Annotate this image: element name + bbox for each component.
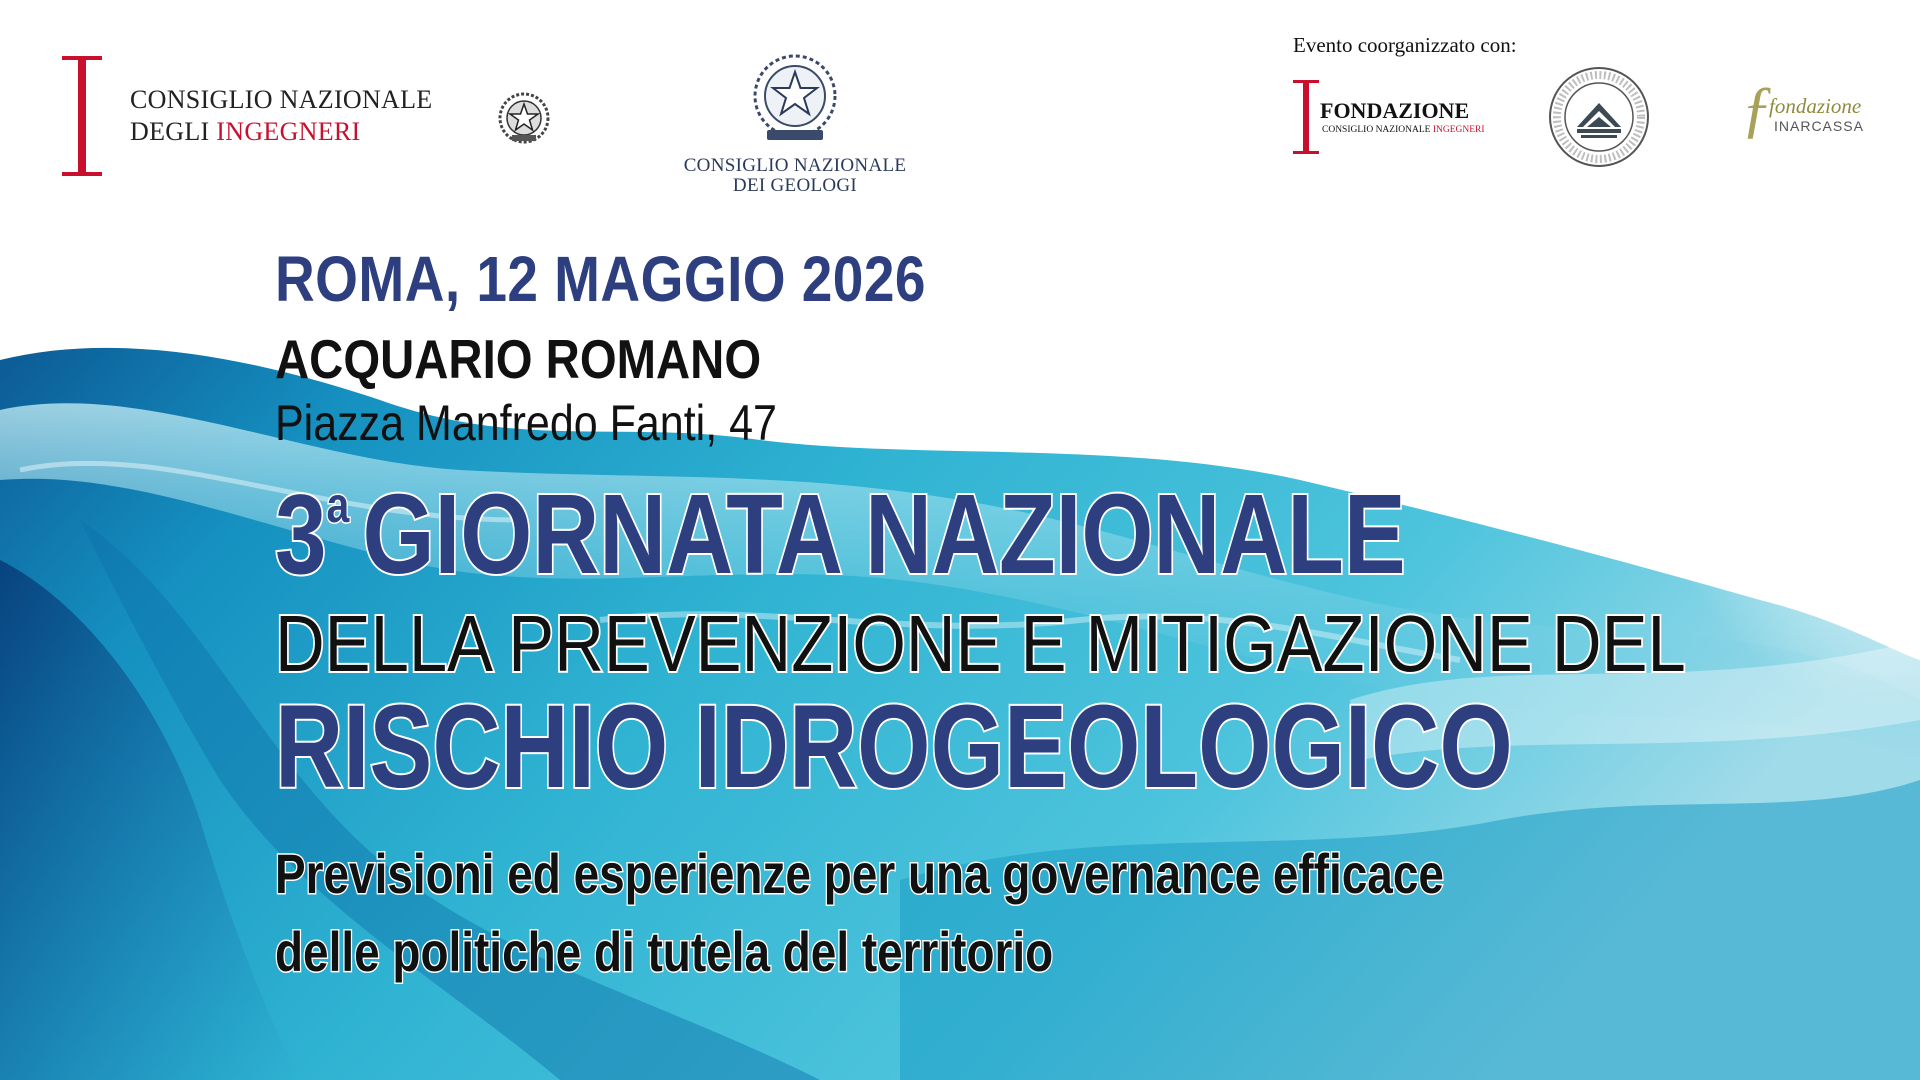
fondazione-cni-title: FONDAZIONE — [1320, 98, 1470, 123]
cng-name — [670, 156, 920, 196]
fondazione-inarcassa-logo — [1741, 73, 1891, 158]
cni-name — [130, 84, 433, 148]
fondazione-sub-red: INGEGNERI — [1432, 125, 1485, 135]
coorganized-label: Evento coorganizzato con: — [1293, 33, 1517, 57]
title-line1 — [275, 471, 1406, 597]
centro-studi-geologi-seal-icon — [1547, 65, 1651, 169]
fondazione-cni-logo — [1293, 80, 1485, 154]
fondazione-sub-prefix: CONSIGLIO NAZIONALE — [1322, 125, 1433, 135]
italian-republic-emblem-icon — [497, 91, 551, 145]
italian-republic-emblem-large-icon — [747, 50, 843, 148]
subtitle-line1: Previsioni ed esperienze per una governance efficace — [275, 842, 1444, 905]
cni-name-line2 — [130, 116, 433, 148]
edition-number: 3 — [275, 471, 327, 597]
fondazione-i-mark-icon — [1293, 80, 1321, 154]
cng-name-line1: CONSIGLIO NAZIONALE — [683, 155, 907, 176]
edition-suffix: a — [326, 477, 350, 533]
inarcassa-line2: INARCASSA — [1774, 118, 1864, 134]
event-venue: ACQUARIO ROMANO — [275, 328, 762, 390]
cni-i-mark-icon — [62, 56, 102, 176]
cni-line2-prefix: DEGLI — [130, 117, 217, 146]
event-date: ROMA, 12 MAGGIO 2026 — [275, 243, 926, 315]
cng-logo — [670, 50, 920, 196]
subtitle-line2: delle politiche di tutela del territorio — [275, 920, 1054, 983]
cni-name-line1: CONSIGLIO NAZIONALE — [130, 85, 433, 114]
title-line2: DELLA PREVENZIONE E MITIGAZIONE DEL — [275, 599, 1686, 688]
inarcassa-f-icon: ƒ — [1741, 73, 1773, 144]
title-line3: RISCHIO IDROGEOLOGICO — [275, 681, 1513, 813]
cni-line2-red: INGEGNERI — [216, 117, 361, 146]
fondazione-cni-subtitle — [1322, 125, 1485, 135]
event-address: Piazza Manfredo Fanti, 47 — [275, 395, 777, 451]
title-main: GIORNATA NAZIONALE — [362, 471, 1406, 597]
cng-name-line2: DEI GEOLOGI — [732, 175, 858, 196]
inarcassa-line1: fondazione — [1769, 94, 1862, 118]
